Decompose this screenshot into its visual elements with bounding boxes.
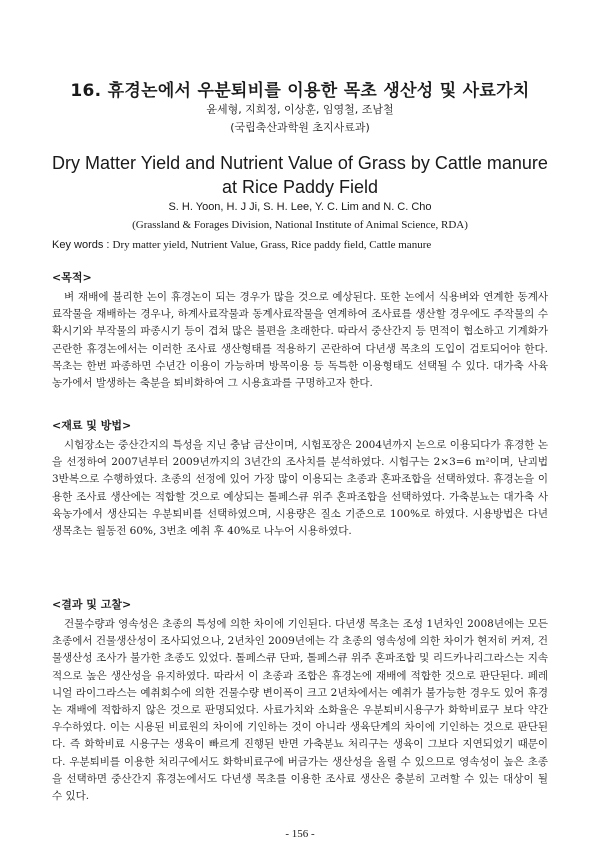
korean-affiliation: (국립축산과학원 초지사료과) <box>230 121 370 134</box>
korean-authors: 윤세형, 지희정, 이상훈, 임영철, 조남철 <box>206 103 394 116</box>
results-body: 건물수량과 영속성은 초종의 특성에 의한 차이에 기인된다. 다년생 목초는 조성 1년차인 2008년에는 모든 초종에서 건물생산성이 조사되었으나, 2년차인 2009년에는 각 초종의 영속성에 의한 차이가 현저히 커져, 건물생산성 조사가 불가한 초종도 있었다. 톨페스큐 단파, 톨페스큐 위주 혼파조합 및 리드카나리그라스는 지속적으로 높은 생산성을 유지하였다. 따라서 이 초종과 조합은 휴경논에 재배에 적합한 것으로 판단된다. 페레니얼 라이그라스는 예취회수에 의한 건물수량 변이폭이 크고 2년차에서는 예취가 불가능한 경우도 있어 휴경논 재배에 적합하지 않은 것으로 판명되었다. 사료가치와 소화율은 우분퇴비시용구가 화학비료구 보다 약간 우수하였다. 이는 시용된 비료원의 차이에 기인하는 것이 아니라 생육단계의 차이에 기인하는 것으로 판단된다. 즉 화학비료 시용구는 생육이 빠르게 진행된 반면 가축분뇨 처리구는 생육이 그보다 지연되었기 때문이다. 우분퇴비를 이용한 처리구에서도 화학비료구에 버금가는 생산성을 올릴 수 있으므로 영속성이 높은 초종을 선택하면 중산간지 휴경논에서도 다년생 목초를 이용한 조사료 생산은 충분히 고려할 수 있는 대상이 될 수 있다. <box>52 618 548 803</box>
methods-heading: <재료 및 방법> <box>52 419 132 432</box>
english-title: Dry Matter Yield and Nutrient Value of Grass by Cattle manure at Rice Paddy Field <box>52 153 548 197</box>
keywords-label: Key words : <box>52 239 113 251</box>
keywords-list: Dry matter yield, Nutrient Value, Grass, Rice paddy field, Cattle manure <box>112 239 432 251</box>
english-affiliation: (Grassland & Forages Division, National Institute of Animal Science, RDA) <box>132 219 468 231</box>
page-number: - 156 - <box>285 828 315 840</box>
methods-body: 시험장소는 중산간지의 특성을 지닌 충남 금산이며, 시험포장은 2004년까지 논으로 이용되다가 휴경한 논을 선정하여 2007년부터 2009년까지의 3년간의 조사치를 분석하였다. 시험구는 2×3=6 m²이며, 난괴법 3반복으로 수행하였다. 초종의 선정에 있어 가장 많이 이용되는 초종과 혼파조합을 선택하였다. 휴경논을 이용한 조사료 생산에는 적합할 것으로 예상되는 톨페스큐 위주 혼파조합을 선택하였다. 가축분뇨는 대가축 사육농가에서 생산되는 우분퇴비를 선택하였으며, 시용량은 질소 기준으로 100%로 하였다. 시용방법은 다년생목초는 월동전 60%, 3번초 예취 후 40%로 나누어 시용하였다. <box>52 439 548 538</box>
english-authors: S. H. Yoon, H. J Ji, S. H. Lee, Y. C. Lim and N. C. Cho <box>168 201 432 213</box>
purpose-heading: <목적> <box>52 271 92 284</box>
results-heading: <결과 및 고찰> <box>52 598 132 611</box>
purpose-body: 벼 재배에 불리한 논이 휴경논이 되는 경우가 많을 것으로 예상된다. 또한 논에서 식용벼와 연계한 동계사료작물을 재배하는 경우나, 하계사료작물과 동계사료작물을 연계하여 조사료를 생산할 경우에도 주작물의 수확시기와 부작물의 파종시기 등이 겹쳐 많은 불편을 초래한다. 따라서 중산간지 등 면적이 협소하고 기계화가 곤란한 휴경논에서는 이러한 조사료 생산형태를 적용하기 곤란하여 다년생 목초의 도입이 검토되어야 한다. 목초는 한번 파종하면 수년간 이용이 가능하며 방목이용 등 독특한 이용형태도 선택될 수 있다. 대가축 사육농가에서 발생하는 축분을 퇴비화하여 그 시용효과를 구명하고자 한다. <box>52 291 548 390</box>
korean-title: 16. 휴경논에서 우분퇴비를 이용한 목초 생산성 및 사료가치 <box>70 81 530 101</box>
keywords-line <box>52 239 552 251</box>
